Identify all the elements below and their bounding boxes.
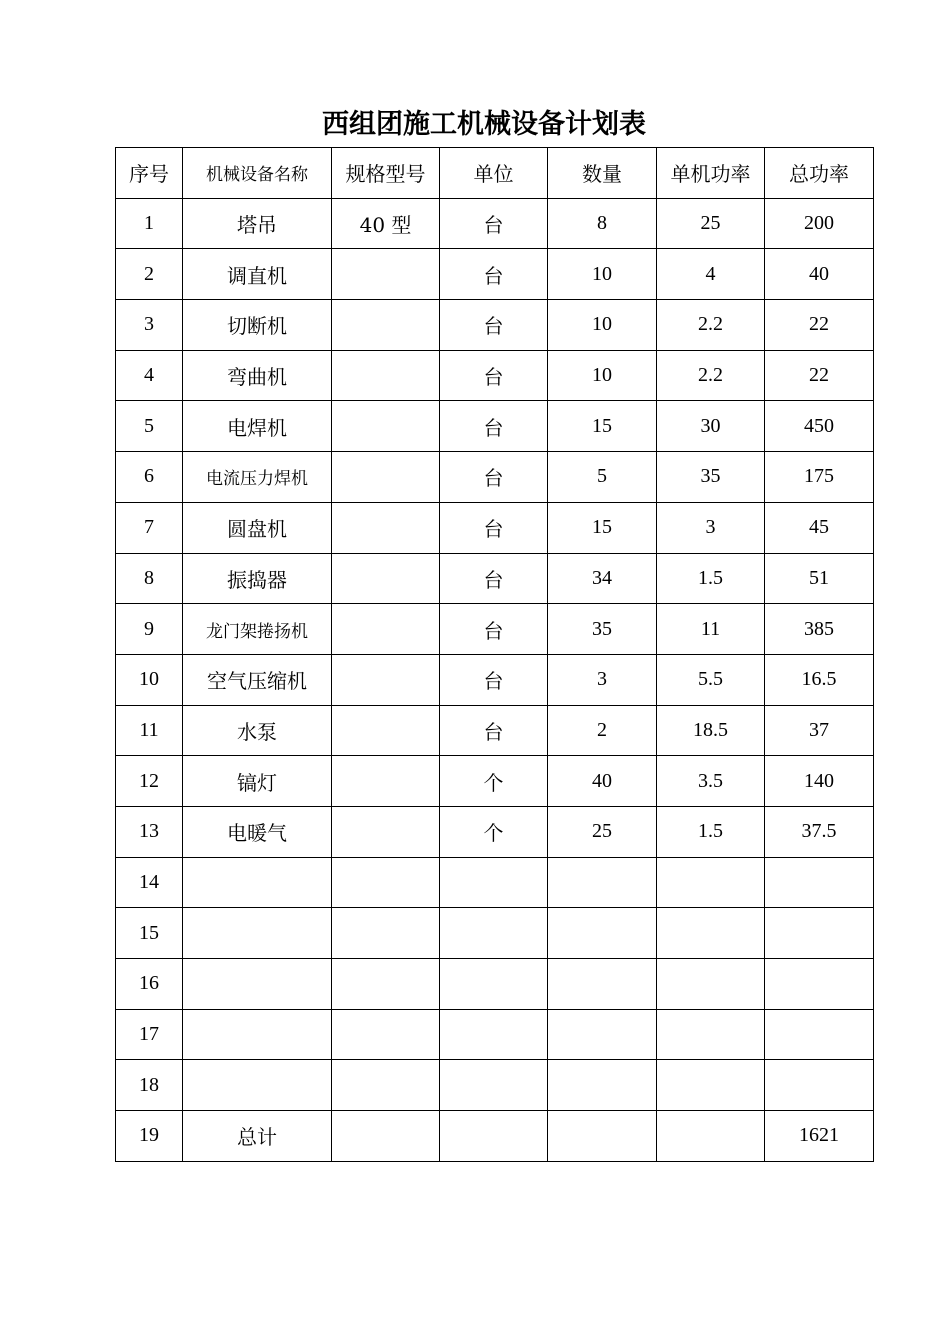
table-row — [116, 249, 874, 300]
cell-unit: 个 — [440, 756, 548, 807]
cell-unit: 台 — [440, 198, 548, 249]
cell-no: 19 — [116, 1111, 183, 1162]
cell-total — [765, 908, 874, 959]
cell-spec — [332, 1060, 440, 1111]
cell-total: 16.5 — [765, 654, 874, 705]
cell-qty: 10 — [548, 249, 657, 300]
cell-name — [183, 857, 332, 908]
table-row — [116, 1009, 874, 1060]
cell-no: 15 — [116, 908, 183, 959]
cell-name — [183, 959, 332, 1010]
cell-no: 5 — [116, 401, 183, 452]
cell-unit: 台 — [440, 705, 548, 756]
cell-qty — [548, 1060, 657, 1111]
cell-spec — [332, 756, 440, 807]
table-row — [116, 452, 874, 503]
cell-power — [657, 857, 765, 908]
cell-total — [765, 1009, 874, 1060]
table-row — [116, 401, 874, 452]
cell-name: 弯曲机 — [183, 350, 332, 401]
cell-qty — [548, 857, 657, 908]
cell-no: 17 — [116, 1009, 183, 1060]
cell-no: 16 — [116, 959, 183, 1010]
cell-total: 40 — [765, 249, 874, 300]
cell-unit — [440, 1060, 548, 1111]
cell-no: 14 — [116, 857, 183, 908]
cell-unit — [440, 908, 548, 959]
cell-total: 385 — [765, 604, 874, 655]
cell-spec — [332, 401, 440, 452]
cell-no: 10 — [116, 654, 183, 705]
cell-qty — [548, 908, 657, 959]
cell-unit: 台 — [440, 452, 548, 503]
cell-power — [657, 1009, 765, 1060]
cell-total — [765, 1060, 874, 1111]
cell-total: 37 — [765, 705, 874, 756]
cell-no: 18 — [116, 1060, 183, 1111]
table-row — [116, 1060, 874, 1111]
header-power: 单机功率 — [657, 148, 765, 199]
cell-spec — [332, 857, 440, 908]
cell-name: 振捣器 — [183, 553, 332, 604]
cell-spec — [332, 553, 440, 604]
table-row — [116, 553, 874, 604]
cell-spec: 40 型 — [332, 198, 440, 249]
cell-power: 18.5 — [657, 705, 765, 756]
cell-power — [657, 908, 765, 959]
table-row — [116, 705, 874, 756]
cell-qty: 3 — [548, 654, 657, 705]
table-row — [116, 502, 874, 553]
cell-no: 8 — [116, 553, 183, 604]
cell-power: 1.5 — [657, 806, 765, 857]
cell-name — [183, 1060, 332, 1111]
cell-no: 6 — [116, 452, 183, 503]
cell-unit: 台 — [440, 249, 548, 300]
cell-spec — [332, 908, 440, 959]
cell-qty: 40 — [548, 756, 657, 807]
cell-spec — [332, 705, 440, 756]
cell-total: 22 — [765, 300, 874, 351]
header-unit: 单位 — [440, 148, 548, 199]
cell-total: 37.5 — [765, 806, 874, 857]
cell-qty: 35 — [548, 604, 657, 655]
cell-power: 1.5 — [657, 553, 765, 604]
cell-name — [183, 908, 332, 959]
cell-name: 空气压缩机 — [183, 654, 332, 705]
cell-name: 圆盘机 — [183, 502, 332, 553]
table-row — [116, 806, 874, 857]
table-row — [116, 857, 874, 908]
table-row — [116, 300, 874, 351]
cell-name: 切断机 — [183, 300, 332, 351]
cell-unit — [440, 1111, 548, 1162]
table-row — [116, 350, 874, 401]
header-no: 序号 — [116, 148, 183, 199]
cell-total: 22 — [765, 350, 874, 401]
cell-power: 2.2 — [657, 350, 765, 401]
table-row — [116, 756, 874, 807]
cell-qty: 10 — [548, 350, 657, 401]
cell-power — [657, 1111, 765, 1162]
table-row — [116, 1111, 874, 1162]
cell-power: 4 — [657, 249, 765, 300]
cell-qty: 15 — [548, 401, 657, 452]
cell-power: 3.5 — [657, 756, 765, 807]
cell-qty: 15 — [548, 502, 657, 553]
table-row — [116, 198, 874, 249]
cell-qty: 10 — [548, 300, 657, 351]
cell-qty: 34 — [548, 553, 657, 604]
cell-total: 450 — [765, 401, 874, 452]
cell-unit: 台 — [440, 502, 548, 553]
cell-unit: 台 — [440, 350, 548, 401]
cell-unit: 台 — [440, 401, 548, 452]
cell-unit — [440, 959, 548, 1010]
cell-no: 2 — [116, 249, 183, 300]
header-spec: 规格型号 — [332, 148, 440, 199]
cell-spec — [332, 1111, 440, 1162]
cell-power: 5.5 — [657, 654, 765, 705]
cell-qty — [548, 1009, 657, 1060]
cell-spec — [332, 806, 440, 857]
cell-power: 35 — [657, 452, 765, 503]
cell-total: 1621 — [765, 1111, 874, 1162]
cell-spec — [332, 959, 440, 1010]
cell-spec — [332, 249, 440, 300]
cell-total — [765, 959, 874, 1010]
cell-qty: 2 — [548, 705, 657, 756]
table-header-row — [116, 148, 874, 199]
cell-unit: 台 — [440, 300, 548, 351]
cell-unit: 台 — [440, 654, 548, 705]
cell-no: 9 — [116, 604, 183, 655]
cell-qty: 8 — [548, 198, 657, 249]
page-title: 西组团施工机械设备计划表 — [322, 109, 646, 140]
cell-power: 11 — [657, 604, 765, 655]
cell-unit — [440, 1009, 548, 1060]
cell-no: 1 — [116, 198, 183, 249]
cell-name: 总计 — [183, 1111, 332, 1162]
cell-unit: 个 — [440, 806, 548, 857]
cell-name: 龙门架捲扬机 — [183, 604, 332, 655]
cell-total: 45 — [765, 502, 874, 553]
cell-total: 175 — [765, 452, 874, 503]
cell-no: 7 — [116, 502, 183, 553]
cell-name: 塔吊 — [183, 198, 332, 249]
cell-name — [183, 1009, 332, 1060]
cell-spec — [332, 300, 440, 351]
cell-spec — [332, 452, 440, 503]
cell-no: 13 — [116, 806, 183, 857]
cell-no: 3 — [116, 300, 183, 351]
cell-unit: 台 — [440, 553, 548, 604]
cell-total: 200 — [765, 198, 874, 249]
cell-power: 30 — [657, 401, 765, 452]
cell-unit: 台 — [440, 604, 548, 655]
cell-name: 电流压力焊机 — [183, 452, 332, 503]
cell-name: 电焊机 — [183, 401, 332, 452]
cell-name: 调直机 — [183, 249, 332, 300]
table-row — [116, 908, 874, 959]
header-total: 总功率 — [765, 148, 874, 199]
cell-unit — [440, 857, 548, 908]
cell-total: 140 — [765, 756, 874, 807]
cell-spec — [332, 604, 440, 655]
cell-name: 水泵 — [183, 705, 332, 756]
equipment-table — [115, 147, 874, 1162]
cell-no: 4 — [116, 350, 183, 401]
cell-name: 镐灯 — [183, 756, 332, 807]
cell-power: 25 — [657, 198, 765, 249]
cell-no: 12 — [116, 756, 183, 807]
cell-spec — [332, 654, 440, 705]
cell-power — [657, 1060, 765, 1111]
cell-qty — [548, 1111, 657, 1162]
cell-power — [657, 959, 765, 1010]
table-row — [116, 959, 874, 1010]
table-row — [116, 654, 874, 705]
header-qty: 数量 — [548, 148, 657, 199]
cell-spec — [332, 1009, 440, 1060]
table-body — [116, 198, 874, 1161]
cell-spec — [332, 350, 440, 401]
cell-name: 电暖气 — [183, 806, 332, 857]
cell-no: 11 — [116, 705, 183, 756]
cell-power: 3 — [657, 502, 765, 553]
cell-total: 51 — [765, 553, 874, 604]
cell-qty: 25 — [548, 806, 657, 857]
cell-qty: 5 — [548, 452, 657, 503]
cell-total — [765, 857, 874, 908]
header-name: 机械设备名称 — [183, 148, 332, 199]
cell-spec — [332, 502, 440, 553]
cell-qty — [548, 959, 657, 1010]
cell-power: 2.2 — [657, 300, 765, 351]
table-row — [116, 604, 874, 655]
